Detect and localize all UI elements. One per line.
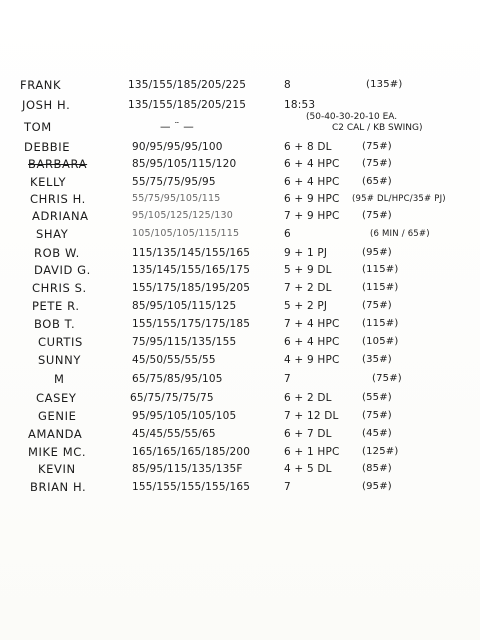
- table-row: [0, 261, 480, 279]
- wod-score: 7: [284, 481, 291, 493]
- wod-score: 6 + 4 HPC: [284, 336, 340, 348]
- athlete-name: AMANDA: [28, 427, 83, 441]
- lift-sets: 165/165/165/185/200: [132, 446, 251, 458]
- lift-sets: 155/155/155/155/165: [132, 481, 251, 493]
- table-row: [0, 225, 480, 243]
- athlete-name: BRIAN H.: [30, 480, 87, 494]
- wod-score: 7 + 12 DL: [284, 410, 339, 422]
- rx-weight: (65#): [362, 176, 392, 187]
- lift-sets: 155/175/185/195/205: [132, 282, 251, 294]
- table-row: [0, 207, 480, 225]
- rx-weight: (105#): [362, 336, 399, 347]
- wod-score: 6 + 8 DL: [284, 141, 332, 153]
- lift-sets: 85/95/105/115/125: [132, 300, 237, 312]
- athlete-name: MIKE MC.: [28, 445, 87, 459]
- lift-sets: 75/95/115/135/155: [132, 336, 237, 348]
- table-row: [0, 190, 480, 208]
- note-line-2: C2 CAL / KB SWING): [332, 123, 423, 133]
- rx-weight: (6 MIN / 65#): [370, 229, 430, 239]
- rx-weight: (35#): [362, 354, 392, 365]
- athlete-name: BOB T.: [34, 317, 76, 331]
- wod-score: 5 + 2 PJ: [284, 300, 328, 312]
- wod-score: 6: [284, 228, 291, 240]
- rx-weight: (95# DL/HPC/35# PJ): [352, 194, 446, 204]
- lift-sets: 135/145/155/165/175: [132, 264, 251, 276]
- rx-weight: (75#): [372, 373, 402, 384]
- rx-weight: (95#): [362, 247, 392, 258]
- wod-score: 7 + 2 DL: [284, 282, 332, 294]
- wod-score: 7: [284, 373, 291, 385]
- wod-score: 6 + 9 HPC: [284, 193, 340, 205]
- lift-sets: 45/50/55/55/55: [132, 354, 216, 366]
- wod-score: 9 + 1 PJ: [284, 247, 328, 259]
- wod-score: 7 + 9 HPC: [284, 210, 340, 222]
- table-row: [0, 315, 480, 333]
- athlete-name: BARBARA: [28, 157, 88, 171]
- lift-sets: 65/75/75/75/75: [130, 392, 214, 404]
- lift-sets: 85/95/105/115/120: [132, 158, 237, 170]
- wod-score: 6 + 7 DL: [284, 428, 332, 440]
- lift-sets: 95/105/125/125/130: [132, 210, 234, 221]
- lift-sets: 45/45/55/55/65: [132, 428, 216, 440]
- table-row: [0, 443, 480, 461]
- lift-sets: 95/95/105/105/105: [132, 410, 237, 422]
- athlete-name: SUNNY: [38, 353, 81, 367]
- rx-weight: (75#): [362, 158, 392, 169]
- athlete-name: ADRIANA: [32, 209, 89, 223]
- table-row: [0, 244, 480, 262]
- table-row: [0, 478, 480, 496]
- table-row: [0, 351, 480, 369]
- rx-weight: (85#): [362, 463, 392, 474]
- athlete-name: M: [54, 372, 65, 386]
- table-row: [0, 370, 480, 388]
- lift-sets: 105/105/105/115/115: [132, 228, 240, 239]
- wod-score: 8: [284, 79, 291, 91]
- note-line-1: (50-40-30-20-10 EA.: [306, 112, 398, 122]
- table-row: [0, 76, 480, 94]
- athlete-name: SHAY: [36, 227, 69, 241]
- athlete-name: PETE R.: [32, 299, 80, 313]
- wod-score: 6 + 4 HPC: [284, 176, 340, 188]
- table-row: [0, 407, 480, 425]
- table-row: [0, 297, 480, 315]
- athlete-name: JOSH H.: [22, 98, 71, 112]
- lift-sets: 65/75/85/95/105: [132, 373, 223, 385]
- table-row: [0, 173, 480, 191]
- wod-score: 5 + 9 DL: [284, 264, 332, 276]
- lift-sets: 55/75/75/95/95: [132, 176, 216, 188]
- lift-sets: 85/95/115/135/135F: [132, 463, 243, 475]
- wod-score: 18:53: [284, 99, 316, 111]
- table-row: [0, 460, 480, 478]
- rx-weight: (75#): [362, 300, 392, 311]
- rx-weight: (55#): [362, 392, 392, 403]
- athlete-name: ROB W.: [34, 246, 80, 260]
- wod-score: 7 + 4 HPC: [284, 318, 340, 330]
- table-row: [0, 155, 480, 173]
- rx-weight: (75#): [362, 141, 392, 152]
- athlete-name: FRANK: [20, 78, 62, 92]
- table-row: [0, 333, 480, 351]
- lift-sets: 115/135/145/155/165: [132, 247, 251, 259]
- athlete-name: KEVIN: [38, 462, 76, 476]
- lift-sets: 135/155/185/205/225: [128, 79, 247, 91]
- rx-weight: (115#): [362, 264, 399, 275]
- athlete-name: CHRIS H.: [30, 192, 86, 206]
- lift-sets: 155/155/175/175/185: [132, 318, 251, 330]
- table-row: [0, 279, 480, 297]
- rx-weight: (115#): [362, 282, 399, 293]
- lift-sets: 55/75/95/105/115: [132, 193, 221, 204]
- rx-weight: (75#): [362, 410, 392, 421]
- lift-sets: 90/95/95/95/100: [132, 141, 223, 153]
- athlete-name: CURTIS: [38, 335, 83, 349]
- wod-score: 4 + 9 HPC: [284, 354, 340, 366]
- athlete-name: GENIE: [38, 409, 77, 423]
- rx-weight: (125#): [362, 446, 399, 457]
- rx-weight: (95#): [362, 481, 392, 492]
- athlete-name: TOM: [24, 120, 52, 134]
- wod-score: 4 + 5 DL: [284, 463, 332, 475]
- table-row: [0, 425, 480, 443]
- athlete-name: KELLY: [30, 175, 67, 189]
- rx-weight: (45#): [362, 428, 392, 439]
- athlete-name: CHRIS S.: [32, 281, 87, 295]
- lift-sets: 135/155/185/205/215: [128, 99, 247, 111]
- wod-description-note: [306, 112, 423, 134]
- table-row: [0, 138, 480, 156]
- athlete-name: DAVID G.: [34, 263, 91, 277]
- rx-weight: (75#): [362, 210, 392, 221]
- rx-weight: (135#): [366, 79, 403, 90]
- wod-score: 6 + 2 DL: [284, 392, 332, 404]
- rx-weight: (115#): [362, 318, 399, 329]
- athlete-name: CASEY: [36, 391, 77, 405]
- lift-sets: — ¨ —: [160, 121, 194, 133]
- table-row: [0, 389, 480, 407]
- athlete-name: DEBBIE: [24, 140, 71, 154]
- wod-score: 6 + 1 HPC: [284, 446, 340, 458]
- wod-score: 6 + 4 HPC: [284, 158, 340, 170]
